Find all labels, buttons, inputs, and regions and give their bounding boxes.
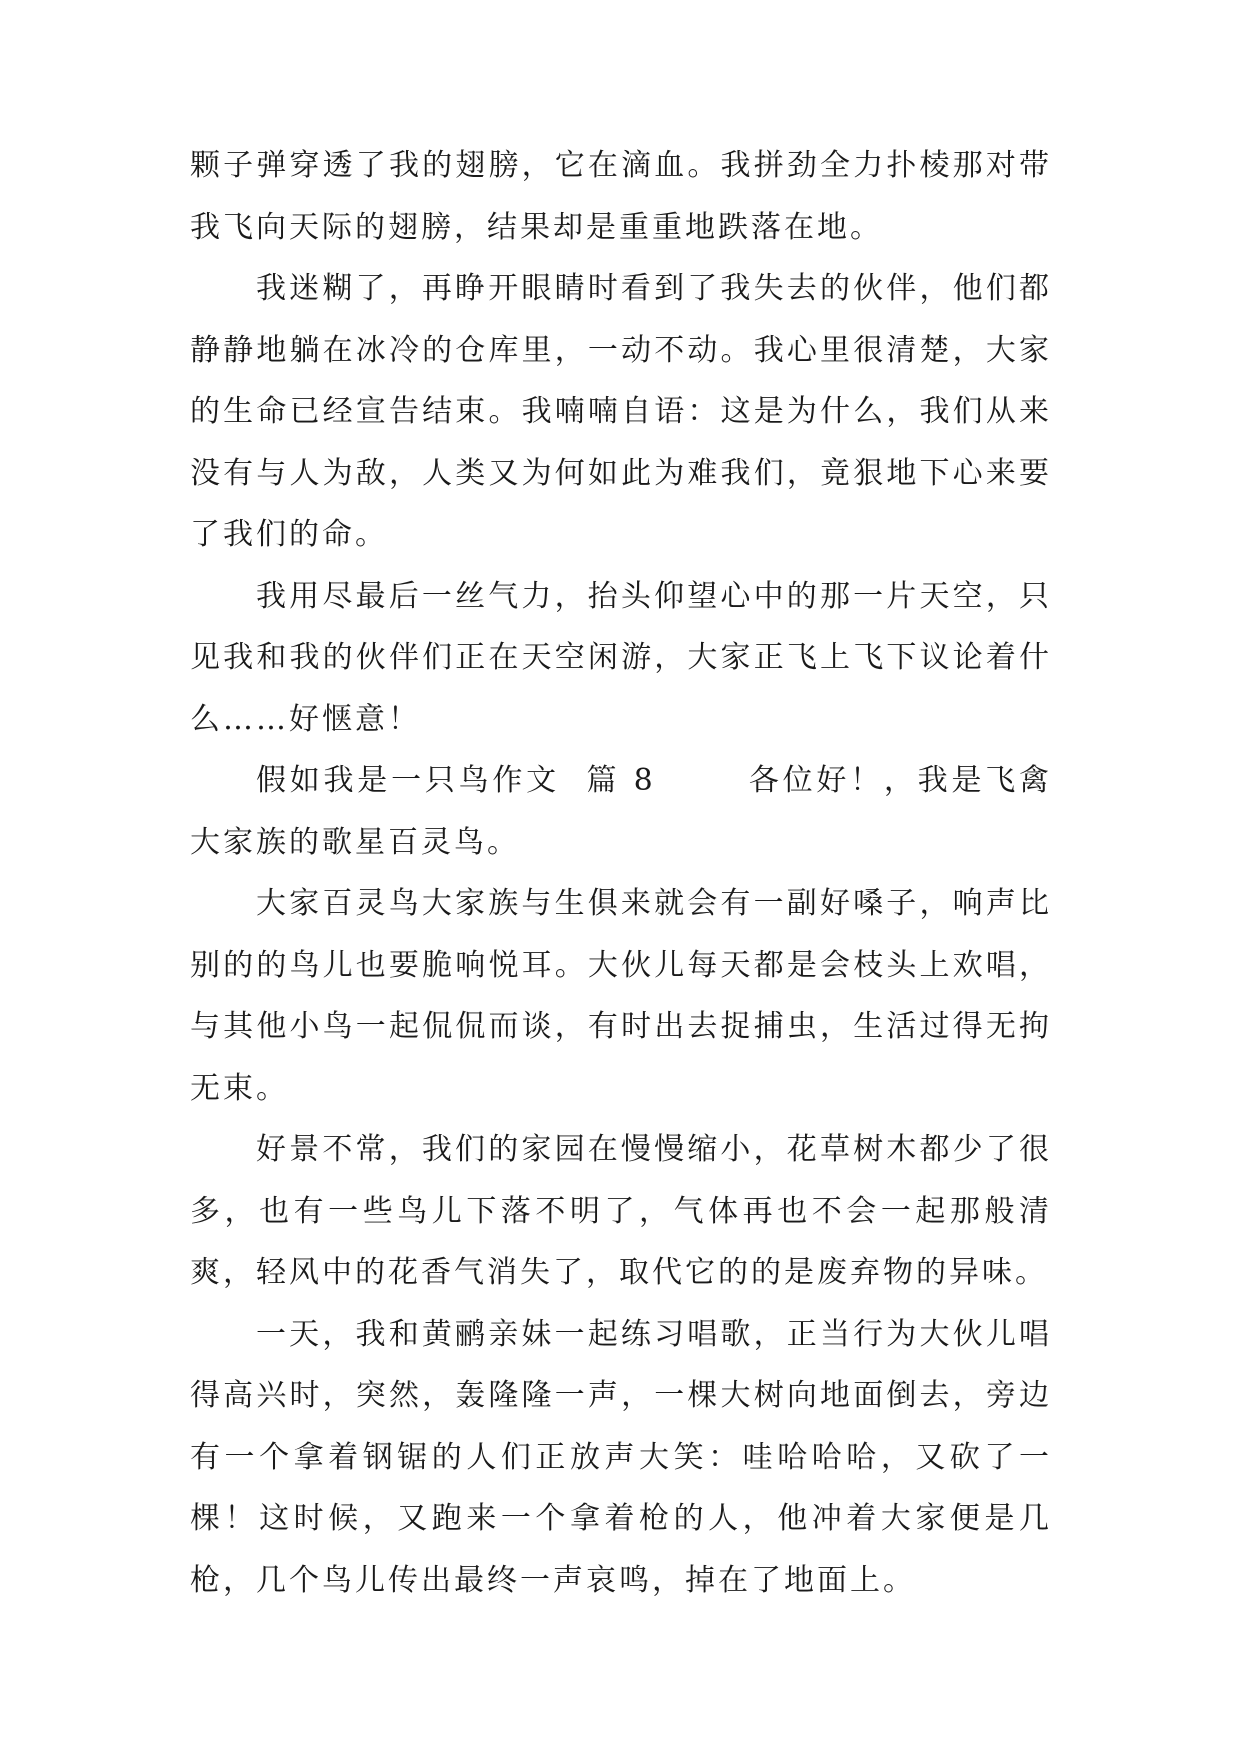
paragraph-4: 假如我是一只鸟作文 篇 8 各位好！，我是飞禽大家族的歌星百灵鸟。 [190, 763, 1052, 860]
paragraph-2: 我迷糊了，再睁开眼睛时看到了我失去的伙伴，他们都静静地躺在冰冷的仓库里，一动不动。我心里很清楚，大家的生命已经宣告结束。我喃喃自语：这是为什么，我们从来没有与人为敌，人类又为何如此为难我们，竟狠地下心来要了我们的命。 [190, 271, 1052, 552]
paragraph-7: 一天，我和黄鹂亲妹一起练习唱歌，正当行为大伙儿唱得高兴时，突然，轰隆隆一声，一棵大树向地面倒去，旁边有一个拿着钢锯的人们正放声大笑：哇哈哈哈，又砍了一棵！这时候，又跑来一个拿着枪的人，他冲着大家便是几枪，几个鸟儿传出最终一声哀鸣，掉在了地面上。 [190, 1316, 1052, 1598]
paragraph-5: 大家百灵鸟大家族与生俱来就会有一副好嗓子，响声比别的的鸟儿也要脆响悦耳。大伙儿每天都是会枝头上欢唱，与其他小鸟一起侃侃而谈，有时出去捉捕虫，生活过得无拘无束。 [190, 886, 1052, 1106]
document-body [190, 135, 1052, 1611]
paragraph-1: 颗子弹穿透了我的翅膀，它在滴血。我拼劲全力扑棱那对带我飞向天际的翅膀，结果却是重重地跌落在地。 [190, 148, 1052, 245]
paragraph-3: 我用尽最后一丝气力，抬头仰望心中的那一片天空，只见我和我的伙伴们正在天空闲游，大家正飞上飞下议论着什么……好惬意！ [190, 578, 1052, 737]
paragraph-6: 好景不常，我们的家园在慢慢缩小，花草树木都少了很多，也有一些鸟儿下落不明了，气体再也不会一起那般清爽，轻风中的花香气消失了，取代它的的是废弃物的异味。 [190, 1132, 1052, 1290]
